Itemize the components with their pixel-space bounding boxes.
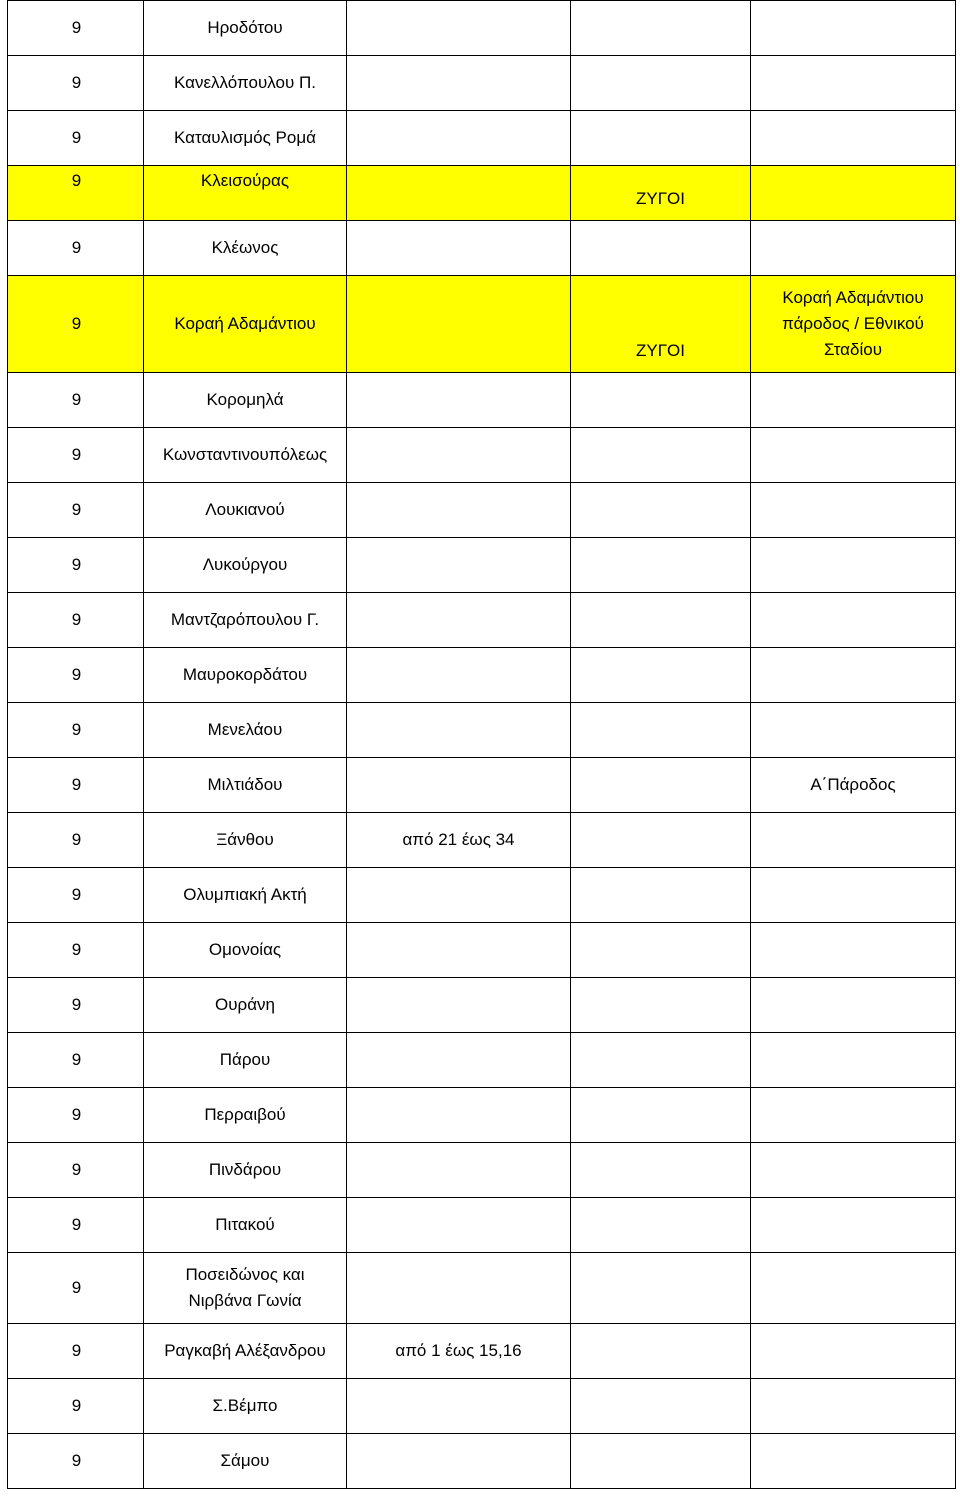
number-range (347, 978, 571, 1033)
district-number: 9 (8, 1253, 144, 1324)
number-range: από 21 έως 34 (347, 813, 571, 868)
street-name: Κανελλόπουλου Π. (144, 56, 347, 111)
table-row (8, 1033, 956, 1088)
parity (571, 111, 751, 166)
number-range (347, 111, 571, 166)
table-row (8, 538, 956, 593)
number-range (347, 1088, 571, 1143)
district-number: 9 (8, 1379, 144, 1434)
district-number: 9 (8, 648, 144, 703)
table-row-highlighted (8, 166, 956, 221)
district-number: 9 (8, 221, 144, 276)
note (751, 703, 956, 758)
parity (571, 373, 751, 428)
parity (571, 593, 751, 648)
note-line: Σταδίου (824, 340, 882, 359)
number-range (347, 1253, 571, 1324)
note (751, 1033, 956, 1088)
note (751, 373, 956, 428)
table-row (8, 1434, 956, 1489)
parity (571, 1198, 751, 1253)
note (751, 166, 956, 221)
district-number: 9 (8, 538, 144, 593)
district-number: 9 (8, 166, 144, 221)
parity (571, 978, 751, 1033)
note: Α΄Πάροδος (751, 758, 956, 813)
district-number: 9 (8, 703, 144, 758)
district-number: 9 (8, 1033, 144, 1088)
number-range (347, 1198, 571, 1253)
note (751, 1198, 956, 1253)
parity (571, 56, 751, 111)
table-row (8, 1143, 956, 1198)
note (751, 276, 956, 373)
table-row (8, 1198, 956, 1253)
note (751, 428, 956, 483)
parity (571, 923, 751, 978)
number-range (347, 593, 571, 648)
number-range: από 1 έως 15,16 (347, 1324, 571, 1379)
parity (571, 758, 751, 813)
street-name-line: Ποσειδώνος και (185, 1265, 305, 1284)
street-name: Μαυροκορδάτου (144, 648, 347, 703)
parity: ΖΥΓΟΙ (571, 276, 751, 373)
parity (571, 648, 751, 703)
table-row (8, 1, 956, 56)
parity (571, 1379, 751, 1434)
note (751, 1088, 956, 1143)
number-range (347, 1143, 571, 1198)
district-number: 9 (8, 1434, 144, 1489)
street-name: Κωνσταντινουπόλεως (144, 428, 347, 483)
street-name: Ομονοίας (144, 923, 347, 978)
street-name: Πιτακού (144, 1198, 347, 1253)
table-row (8, 923, 956, 978)
parity (571, 868, 751, 923)
street-name-line: Νιρβάνα Γωνία (188, 1291, 302, 1310)
number-range (347, 1033, 571, 1088)
note (751, 648, 956, 703)
number-range (347, 758, 571, 813)
district-number: 9 (8, 428, 144, 483)
note-line: πάροδος / Εθνικού (782, 314, 924, 333)
note-line: Κοραή Αδαμάντιου (782, 288, 924, 307)
district-number: 9 (8, 868, 144, 923)
table-row (8, 1324, 956, 1379)
note (751, 923, 956, 978)
table-row (8, 978, 956, 1033)
street-name: Κορομηλά (144, 373, 347, 428)
district-number: 9 (8, 1143, 144, 1198)
number-range (347, 538, 571, 593)
street-name: Κλέωνος (144, 221, 347, 276)
table-row (8, 813, 956, 868)
number-range (347, 1379, 571, 1434)
district-number: 9 (8, 1, 144, 56)
note (751, 221, 956, 276)
parity (571, 1033, 751, 1088)
district-number: 9 (8, 593, 144, 648)
street-name: Πάρου (144, 1033, 347, 1088)
street-name: Καταυλισμός Ρομά (144, 111, 347, 166)
street-name (144, 1253, 347, 1324)
district-number: 9 (8, 56, 144, 111)
table-row (8, 373, 956, 428)
table-row (8, 1088, 956, 1143)
note (751, 1253, 956, 1324)
number-range (347, 56, 571, 111)
parity (571, 703, 751, 758)
district-number: 9 (8, 1198, 144, 1253)
note (751, 1324, 956, 1379)
note (751, 1143, 956, 1198)
district-number: 9 (8, 923, 144, 978)
parity (571, 1324, 751, 1379)
parity (571, 1253, 751, 1324)
parity (571, 813, 751, 868)
table-row-highlighted (8, 276, 956, 373)
street-name: Ουράνη (144, 978, 347, 1033)
table-row (8, 1379, 956, 1434)
street-table (7, 0, 956, 1489)
parity (571, 1, 751, 56)
note (751, 538, 956, 593)
district-number: 9 (8, 1324, 144, 1379)
number-range (347, 868, 571, 923)
number-range (347, 483, 571, 538)
number-range (347, 166, 571, 221)
district-number: 9 (8, 1088, 144, 1143)
note (751, 1, 956, 56)
district-number: 9 (8, 373, 144, 428)
number-range (347, 648, 571, 703)
table-row (8, 56, 956, 111)
note (751, 813, 956, 868)
number-range (347, 1, 571, 56)
street-name: Πινδάρου (144, 1143, 347, 1198)
street-name: Ολυμπιακή Ακτή (144, 868, 347, 923)
parity (571, 1088, 751, 1143)
street-name: Ηροδότου (144, 1, 347, 56)
note (751, 56, 956, 111)
street-name: Σ.Βέμπο (144, 1379, 347, 1434)
number-range (347, 221, 571, 276)
table-row (8, 483, 956, 538)
number-range (347, 373, 571, 428)
table-row (8, 1253, 956, 1324)
parity (571, 1143, 751, 1198)
note (751, 593, 956, 648)
district-number: 9 (8, 978, 144, 1033)
district-number: 9 (8, 483, 144, 538)
parity (571, 221, 751, 276)
table-row (8, 648, 956, 703)
note (751, 483, 956, 538)
table-row (8, 703, 956, 758)
street-name: Λουκιανού (144, 483, 347, 538)
number-range (347, 703, 571, 758)
table-row (8, 868, 956, 923)
street-name: Κλεισούρας (144, 166, 347, 221)
street-name: Μαντζαρόπουλου Γ. (144, 593, 347, 648)
table-row (8, 758, 956, 813)
street-name: Περραιβού (144, 1088, 347, 1143)
street-name: Λυκούργου (144, 538, 347, 593)
district-number: 9 (8, 758, 144, 813)
note (751, 868, 956, 923)
parity (571, 1434, 751, 1489)
table-row (8, 593, 956, 648)
parity (571, 483, 751, 538)
parity (571, 538, 751, 593)
street-name: Σάμου (144, 1434, 347, 1489)
number-range (347, 923, 571, 978)
district-number: 9 (8, 813, 144, 868)
number-range (347, 428, 571, 483)
note (751, 1379, 956, 1434)
district-number: 9 (8, 111, 144, 166)
street-name: Μιλτιάδου (144, 758, 347, 813)
number-range (347, 276, 571, 373)
table-row (8, 111, 956, 166)
note (751, 978, 956, 1033)
parity (571, 428, 751, 483)
street-name: Ξάνθου (144, 813, 347, 868)
street-name: Μενελάου (144, 703, 347, 758)
note (751, 111, 956, 166)
district-number: 9 (8, 276, 144, 373)
table-row (8, 221, 956, 276)
parity: ΖΥΓΟΙ (571, 166, 751, 221)
table-row (8, 428, 956, 483)
number-range (347, 1434, 571, 1489)
street-name: Κοραή Αδαμάντιου (144, 276, 347, 373)
street-name: Ραγκαβή Αλέξανδρου (144, 1324, 347, 1379)
note (751, 1434, 956, 1489)
